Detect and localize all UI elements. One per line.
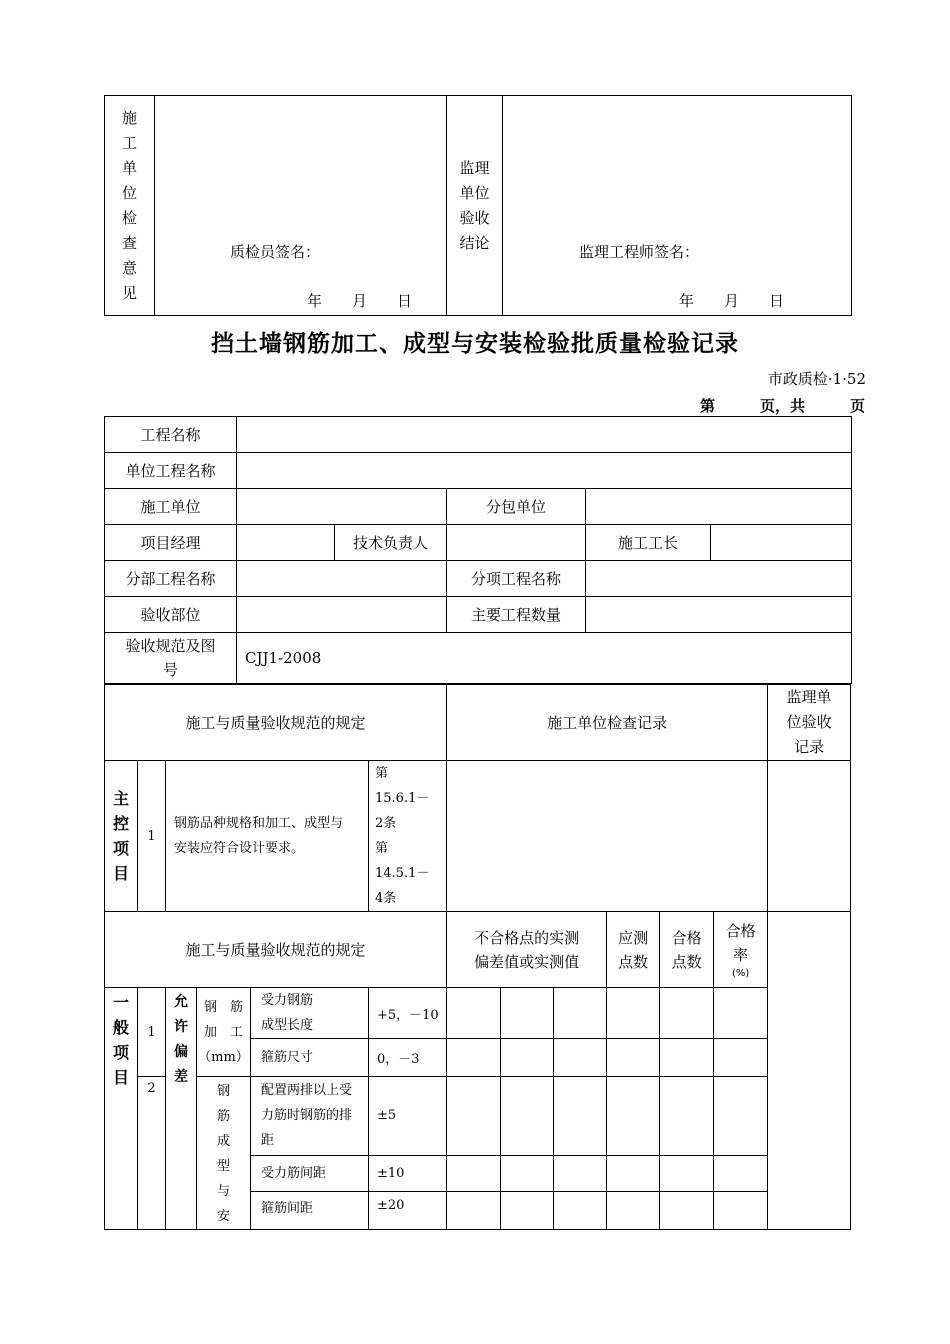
- project-name-label: 工程名称: [105, 417, 237, 453]
- construction-date: 年 月 日: [307, 292, 413, 310]
- item-stirrup-size: 箍筋尺寸: [251, 1039, 369, 1077]
- measure-cell[interactable]: [501, 1155, 554, 1191]
- unit-project-name-field[interactable]: [237, 453, 852, 489]
- signature-table: [104, 95, 852, 316]
- division-name-field[interactable]: [237, 561, 447, 597]
- construction-opinion-cell[interactable]: [155, 96, 447, 316]
- should-points-cell[interactable]: [607, 1155, 660, 1191]
- subcontract-unit-label: 分包单位: [447, 489, 586, 525]
- measure-cell[interactable]: [554, 1191, 607, 1229]
- main-control-content: 钢筋品种规格和加工、成型与 安装应符合设计要求。: [166, 761, 369, 912]
- pass-rate-cell[interactable]: [714, 988, 768, 1039]
- subcontract-unit-field[interactable]: [586, 489, 852, 525]
- tol-rebar-length: +5，－10: [369, 988, 447, 1039]
- construction-unit-field[interactable]: [237, 489, 447, 525]
- inspector-signature-label: 质检员签名：: [230, 243, 321, 261]
- tech-lead-label: 技术负责人: [335, 525, 447, 561]
- acceptance-part-field[interactable]: [237, 597, 447, 633]
- project-name-field[interactable]: [237, 417, 852, 453]
- measure-cell[interactable]: [501, 1039, 554, 1077]
- tol-stirrup-size: 0，－3: [369, 1039, 447, 1077]
- division-name-label: 分部工程名称: [105, 561, 237, 597]
- info-table: [104, 416, 852, 684]
- pass-rate-cell[interactable]: [714, 1039, 768, 1077]
- pass-rate-header: 合格 率 (%): [714, 912, 768, 988]
- supervision-conclusion-cell[interactable]: [503, 96, 852, 316]
- pass-rate-cell[interactable]: [714, 1077, 768, 1156]
- supervision-conclusion-label: 监理 单位 验收 结论: [447, 96, 503, 316]
- inspection-table: [104, 684, 851, 1230]
- measure-cell[interactable]: [447, 1077, 501, 1156]
- subitem-name-field[interactable]: [586, 561, 852, 597]
- pass-points-cell[interactable]: [660, 1191, 714, 1229]
- main-quantity-label: 主要工程数量: [447, 597, 586, 633]
- pass-rate-cell[interactable]: [714, 1191, 768, 1229]
- should-points-cell[interactable]: [607, 1191, 660, 1229]
- measure-cell[interactable]: [447, 988, 501, 1039]
- should-points-cell[interactable]: [607, 1077, 660, 1156]
- main-control-record[interactable]: [447, 761, 768, 912]
- supervision-record-header: 监理单 位验收 记录: [768, 685, 851, 761]
- engineer-signature-label: 监理工程师签名：: [579, 243, 700, 261]
- pass-points-cell[interactable]: [660, 1077, 714, 1156]
- general-item-num-1: 1: [138, 988, 166, 1077]
- measure-cell[interactable]: [554, 1039, 607, 1077]
- rebar-forming-group: 钢 筋 成 型 与 安: [197, 1077, 251, 1230]
- subitem-name-label: 分项工程名称: [447, 561, 586, 597]
- measure-cell[interactable]: [447, 1039, 501, 1077]
- pass-points-header: 合格 点数: [660, 912, 714, 988]
- project-manager-field[interactable]: [237, 525, 335, 561]
- should-points-cell[interactable]: [607, 1039, 660, 1077]
- check-record-header: 施工单位检查记录: [447, 685, 768, 761]
- construction-opinion-label: 施 工 单 位 检 查 意 见: [105, 96, 155, 316]
- rebar-processing-group: 钢 筋 加 工 （mm）: [197, 988, 251, 1077]
- acceptance-part-label: 验收部位: [105, 597, 237, 633]
- should-points-cell[interactable]: [607, 988, 660, 1039]
- general-rules-header: 施工与质量验收规范的规定: [105, 912, 447, 988]
- item-main-bar-spacing: 受力筋间距: [251, 1155, 369, 1191]
- project-manager-label: 项目经理: [105, 525, 237, 561]
- tol-stirrup-spacing: ±20: [369, 1191, 447, 1229]
- page-title: 挡土墙钢筋加工、成型与安装检验批质量检验记录: [211, 331, 739, 357]
- tech-lead-field[interactable]: [447, 525, 586, 561]
- foreman-field[interactable]: [711, 525, 852, 561]
- measure-cell[interactable]: [447, 1191, 501, 1229]
- should-points-header: 应测 点数: [607, 912, 660, 988]
- pass-points-cell[interactable]: [660, 1155, 714, 1191]
- main-control-clause: 第 15.6.1－ 2条 第 14.5.1－ 4条: [369, 761, 447, 912]
- main-control-num: 1: [138, 761, 166, 912]
- measure-cell[interactable]: [554, 1077, 607, 1156]
- rules-header: 施工与质量验收规范的规定: [105, 685, 447, 761]
- measure-cell[interactable]: [501, 1077, 554, 1156]
- pass-points-cell[interactable]: [660, 1039, 714, 1077]
- construction-unit-label: 施工单位: [105, 489, 237, 525]
- tol-row-spacing: ±5: [369, 1077, 447, 1156]
- measure-cell[interactable]: [554, 988, 607, 1039]
- main-control-label: 主 控 项 目: [105, 761, 138, 912]
- pass-points-cell[interactable]: [660, 988, 714, 1039]
- foreman-label: 施工工长: [586, 525, 711, 561]
- measure-cell[interactable]: [554, 1155, 607, 1191]
- item-rebar-length: 受力钢筋 成型长度: [251, 988, 369, 1039]
- form-code: 市政质检·1·52: [767, 370, 866, 388]
- measure-cell[interactable]: [447, 1155, 501, 1191]
- item-row-spacing: 配置两排以上受 力筋时钢筋的排 距: [251, 1077, 369, 1156]
- measure-cell[interactable]: [501, 1191, 554, 1229]
- spec-label: 验收规范及图 号: [105, 633, 237, 684]
- allowable-deviation-label: 允 许 偏 差: [166, 988, 197, 1230]
- general-item-num-2: 2: [138, 1077, 166, 1230]
- pass-rate-cell[interactable]: [714, 1155, 768, 1191]
- main-control-supervision[interactable]: [768, 761, 851, 912]
- measure-cell[interactable]: [501, 988, 554, 1039]
- page-number: 第 页，共 页: [700, 397, 866, 415]
- supervision-date: 年 月 日: [679, 292, 785, 310]
- tol-main-bar-spacing: ±10: [369, 1155, 447, 1191]
- deviation-header: 不合格点的实测 偏差值或实测值: [447, 912, 607, 988]
- unit-project-name-label: 单位工程名称: [105, 453, 237, 489]
- main-quantity-field[interactable]: [586, 597, 852, 633]
- spec-value[interactable]: CJJ1-2008: [237, 633, 852, 684]
- item-stirrup-spacing: 箍筋间距: [251, 1191, 369, 1229]
- general-supervision-record[interactable]: [768, 912, 851, 1230]
- general-items-label: 一 般 项 目: [105, 988, 138, 1230]
